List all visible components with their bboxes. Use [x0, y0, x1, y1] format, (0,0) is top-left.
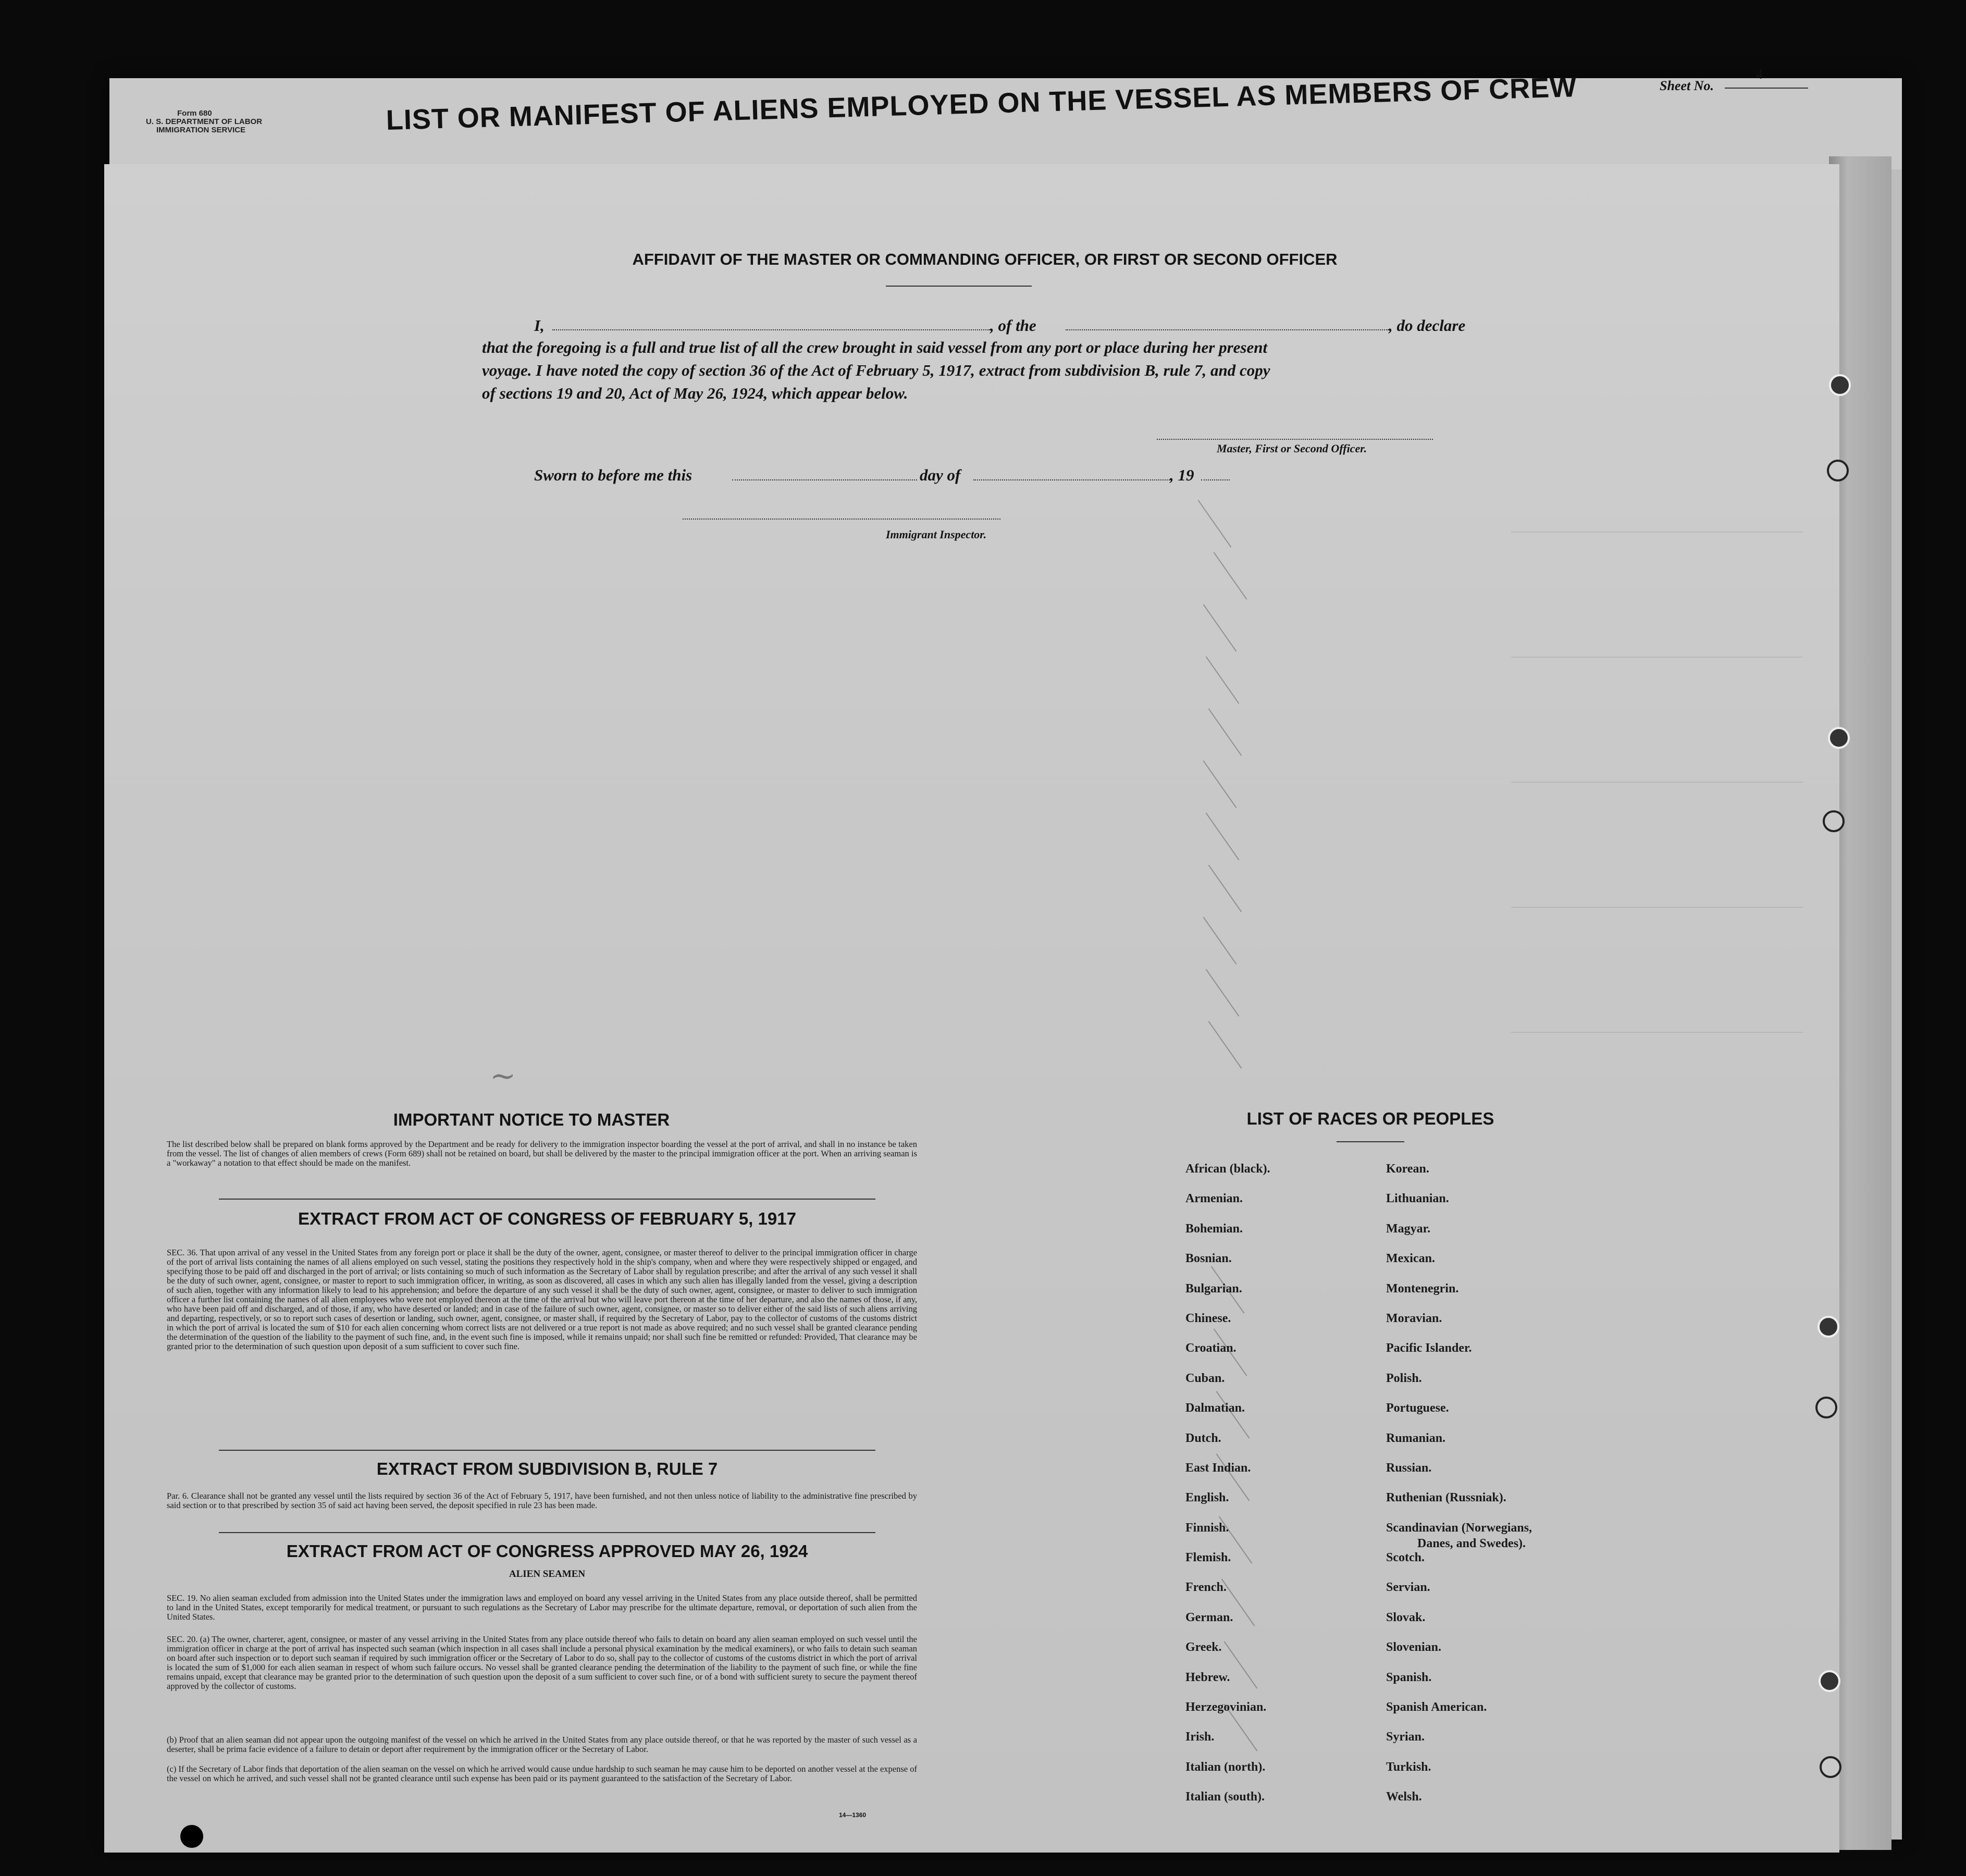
- pencil-scrawl: ~: [490, 1058, 516, 1094]
- race-item: Korean.: [1386, 1162, 1429, 1176]
- race-item: Portuguese.: [1386, 1401, 1449, 1415]
- race-item: Pacific Islander.: [1386, 1341, 1472, 1355]
- race-item: Greek.: [1185, 1640, 1222, 1655]
- race-item-line1: Scandinavian (Norwegians,: [1386, 1521, 1532, 1535]
- sworn-month-blank[interactable]: [973, 479, 1171, 480]
- races-title-underline: [1337, 1141, 1404, 1142]
- sheet-number-value: 4: [1756, 67, 1763, 82]
- race-item: Hebrew.: [1185, 1670, 1230, 1684]
- race-item: Moravian.: [1386, 1311, 1442, 1325]
- manifest-title: LIST OR MANIFEST OF ALIENS EMPLOYED ON THE VESSEL AS MEMBERS OF CREW: [386, 71, 1577, 136]
- race-item: Lithuanian.: [1386, 1192, 1449, 1206]
- race-item: Mexican.: [1386, 1252, 1435, 1266]
- race-item: English.: [1185, 1491, 1229, 1505]
- affidavit-i: I,: [534, 316, 545, 335]
- bleed-row: [1511, 907, 1803, 908]
- races-left-column: [1185, 1161, 1373, 1819]
- rule7-body: Par. 6. Clearance shall not be granted any vessel until the lists required by section 36 of the Act of February 5, 1917, have been furnished, and not then unless notice of liability to the administrative fine prescribed by said section or to that prescribed by section 35 of said act having been served, the deposit specified in rule 23 has been made.: [167, 1491, 917, 1510]
- alien-seamen-subtitle: ALIEN SEAMEN: [509, 1569, 586, 1579]
- race-item: Syrian.: [1386, 1730, 1425, 1744]
- extract-1917-divider: [219, 1450, 875, 1451]
- race-item: Magyar.: [1386, 1221, 1431, 1236]
- race-item: Croatian.: [1185, 1341, 1237, 1355]
- name-blank: [552, 329, 990, 330]
- race-item: Armenian.: [1185, 1192, 1243, 1206]
- signature-blank[interactable]: [1157, 439, 1433, 440]
- signature-label: Master, First or Second Officer.: [1217, 442, 1367, 455]
- race-item: Finnish.: [1185, 1521, 1229, 1535]
- affidavit-of-the: , of the: [990, 316, 1036, 335]
- bleed-row: [1511, 657, 1803, 658]
- print-code: 14—1360: [839, 1811, 867, 1819]
- bleed-row: [1511, 532, 1803, 533]
- race-item: Russian.: [1386, 1461, 1432, 1475]
- race-item: Bohemian.: [1185, 1221, 1243, 1236]
- sec19-body: SEC. 19. No alien seaman excluded from admission into the United States under the immigration laws and employed on board any vessel arriving in the United States from any place outside thereof, shall be permitted to land in the United States, except temporarily for medical treatment, or pursuant to such regulations as the Secretary of Labor may prescribe for the ultimate departure, removal, or deportation of such alien from the United States.: [167, 1593, 917, 1622]
- affidavit-line3: voyage. I have noted the copy of section 36 of the Act of February 5, 1917, extract from subdivision B, rule 7, and copy: [482, 361, 1270, 379]
- bleed-row: [1511, 782, 1803, 783]
- race-item: Slovak.: [1386, 1610, 1426, 1624]
- sec20b-body: (b) Proof that an alien seaman did not appear upon the outgoing manifest of the vessel on which he arrived in the United States from any place outside thereof, or that he was reported by the master of such vessel as a deserter, shall be prima facie evidence of a failure to detain or deport after requirement by the immigration officer or the Secretary of Labor.: [167, 1735, 917, 1754]
- binder-hole: [1827, 460, 1849, 482]
- binder-hole: [1828, 727, 1850, 749]
- affidavit-line2: that the foregoing is a full and true list of all the crew brought in said vessel from any port or place during her present: [482, 338, 1268, 356]
- vessel-blank: [1066, 329, 1389, 330]
- race-item: Scotch.: [1386, 1551, 1425, 1565]
- bleed-row: [1511, 1032, 1803, 1033]
- race-item: Dalmatian.: [1185, 1401, 1245, 1415]
- binder-hole: [1829, 374, 1851, 396]
- race-item: Spanish.: [1386, 1670, 1432, 1684]
- sheet-number-line: [1725, 88, 1808, 89]
- race-item: Chinese.: [1185, 1311, 1231, 1325]
- race-item: Flemish.: [1185, 1551, 1231, 1565]
- rule7-divider: [219, 1532, 875, 1533]
- race-item: Servian.: [1386, 1581, 1430, 1595]
- race-item: African (black).: [1185, 1162, 1270, 1176]
- sworn-day-label: day of: [920, 466, 961, 484]
- department-name: U. S. DEPARTMENT OF LABOR: [146, 117, 263, 126]
- extract-1917-body: SEC. 36. That upon arrival of any vessel in the United States from any foreign port or place it shall be the duty of the owner, agent, consignee, or master thereof to deliver to the principal immigration officer in charge of the port of arrival lists containing the names of all aliens employed on such vessel, stating the positions they respectively hold in the ship's company, when and where they were respectively shipped or engaged, and specifying those to be paid off and discharged in the port of arrival; or lists containing so much of such information as the Secretary of Labor shall by regulation prescribe; and after the arrival of any such vessel it shall be the duty of such owner, agent, consignee, or master to report to such immigration officer, in writing, as soon as discovered, all cases in which any such alien has illegally landed from the vessel, giving a description of such alien, together with any information likely to lead to his apprehension; and before the departure of any such vessel it shall be the duty of such owner, agent, consignee, or master to deliver to such immigration officer a further list containing the names of all alien employees who were not employed thereon at the time of the arrival but who will leave port thereon at the time of her departure, and also the names of those, if any, who have been paid off and discharged, and of those, if any, who have deserted or landed; and in case of the failure of such owner, agent, consignee, or master so to deliver either of the said lists of such aliens arriving and departing, respectively, or so to report such cases of desertion or landing, such owner, agent, consignee, or master shall, if required by the Secretary of Labor, pay to the collector of customs of the customs district in which the port of arrival is located the sum of $10 for each alien concerning whom correct lists are not delivered or a true report is not made as above required; and no such vessel shall be granted clearance pending the determination of the question of the liability to the payment of such fine, and, in the event such fine is imposed, while it remains unpaid; nor shall such fine be remitted or refunded: Provided, That clearance may be granted prior to the determination of such question upon deposit of a sum sufficient to cover such fine.: [167, 1248, 917, 1351]
- race-item: Italian (south).: [1185, 1790, 1265, 1804]
- form-identifier: [146, 109, 262, 134]
- race-item: Herzegovinian.: [1185, 1700, 1267, 1714]
- race-item: Irish.: [1185, 1730, 1215, 1744]
- service-name: IMMIGRATION SERVICE: [156, 126, 246, 134]
- punch-hole: [180, 1825, 203, 1848]
- binder-hole: [1819, 1670, 1840, 1692]
- race-item: French.: [1185, 1581, 1227, 1595]
- races-right-column: [1386, 1161, 1657, 1819]
- notice-body: The list described below shall be prepared on blank forms approved by the Department and be ready for delivery to the immigration inspector boarding the vessel at the port of arrival, and shall in no instance be taken from the vessel. The list of changes of alien members of crews (Form 689) shall not be retained on board, but shall be delivered by the master to the principal immigration officer at the port. When an arriving seaman is a "workaway" a notation to that effect should be made on the manifest.: [167, 1139, 917, 1168]
- race-item-line2: Danes, and Swedes).: [1417, 1536, 1526, 1550]
- race-item: Polish.: [1386, 1371, 1422, 1385]
- notice-divider: [219, 1199, 875, 1200]
- race-item: Rumanian.: [1386, 1431, 1446, 1445]
- race-item: East Indian.: [1185, 1461, 1251, 1475]
- race-item: [1386, 1520, 1657, 1550]
- race-item: Montenegrin.: [1386, 1281, 1459, 1295]
- binder-hole: [1817, 1316, 1839, 1338]
- sworn-year-blank[interactable]: [1201, 479, 1230, 480]
- sheet-number-label: Sheet No.: [1660, 78, 1714, 93]
- race-item: Ruthenian (Russniak).: [1386, 1491, 1506, 1505]
- extract-1917-title: EXTRACT FROM ACT OF CONGRESS OF FEBRUARY 5, 1917: [298, 1209, 796, 1228]
- rule7-title: EXTRACT FROM SUBDIVISION B, RULE 7: [376, 1459, 718, 1478]
- affidavit-title: AFFIDAVIT OF THE MASTER OR COMMANDING OFFICER, OR FIRST OR SECOND OFFICER: [632, 250, 1338, 268]
- race-item: Italian (north).: [1185, 1760, 1266, 1774]
- race-item: Cuban.: [1185, 1371, 1225, 1385]
- affidavit-declare: , do declare: [1389, 316, 1466, 335]
- race-item: Welsh.: [1386, 1790, 1422, 1804]
- notice-title: IMPORTANT NOTICE TO MASTER: [393, 1110, 670, 1129]
- race-item: Spanish American.: [1386, 1700, 1487, 1714]
- race-item: Slovenian.: [1386, 1640, 1442, 1655]
- binder-hole: [1815, 1397, 1837, 1418]
- title-underline: [886, 286, 1032, 287]
- races-title: LIST OF RACES OR PEOPLES: [1246, 1109, 1494, 1128]
- race-item: Turkish.: [1386, 1760, 1431, 1774]
- race-item: Bosnian.: [1185, 1252, 1232, 1266]
- sec20a-body: SEC. 20. (a) The owner, charterer, agent, consignee, or master of any vessel arriving in the United States from any place outside thereof who fails to detain on board any alien seaman employed on such vessel until the immigration officer in charge at the port of arrival has inspected such seaman (which inspection in all cases shall include a personal physical examination by the medical examiners), or who fails to detain such seaman on board after such inspection or to deport such seaman if required by such immigration officer or the Secretary of Labor to do so, shall pay to the collector of customs of the customs district in which the port of arrival is located the sum of $1,000 for each alien seaman in respect of whom such failure occurs. No vessel shall be granted clearance pending the determination of the liability to the payment of such fine, or while the fine remains unpaid, except that clearance may be granted prior to the determination of such question upon the deposit of a sum sufficient to cover such fine, or of a bond with sufficient surety to secure the payment thereof approved by the collector of customs.: [167, 1634, 917, 1691]
- sec20c-body: (c) If the Secretary of Labor finds that deportation of the alien seaman on the vessel on which he arrived would cause undue hardship to such seaman he may cause him to be deported on another vessel at the expense of the vessel on which he arrived, and such vessel shall not be granted clearance until such expense has been paid or its payment guaranteed to the satisfaction of the Secretary of Labor.: [167, 1764, 917, 1783]
- binder-hole: [1820, 1756, 1841, 1778]
- form-number: Form 680: [177, 109, 212, 118]
- sworn-year-label: , 19: [1170, 466, 1194, 484]
- race-item: Dutch.: [1185, 1431, 1221, 1445]
- affidavit-line4: of sections 19 and 20, Act of May 26, 1924, which appear below.: [482, 384, 908, 402]
- race-item: Bulgarian.: [1185, 1281, 1242, 1295]
- inspector-signature-blank[interactable]: [683, 519, 1000, 520]
- sworn-prefix: Sworn to before me this: [534, 466, 693, 484]
- sworn-day-blank[interactable]: [732, 479, 917, 480]
- extract-1924-title: EXTRACT FROM ACT OF CONGRESS APPROVED MAY 26, 1924: [286, 1541, 808, 1561]
- binder-hole: [1823, 810, 1845, 832]
- inspector-label: Immigrant Inspector.: [886, 528, 987, 541]
- race-item: German.: [1185, 1610, 1233, 1624]
